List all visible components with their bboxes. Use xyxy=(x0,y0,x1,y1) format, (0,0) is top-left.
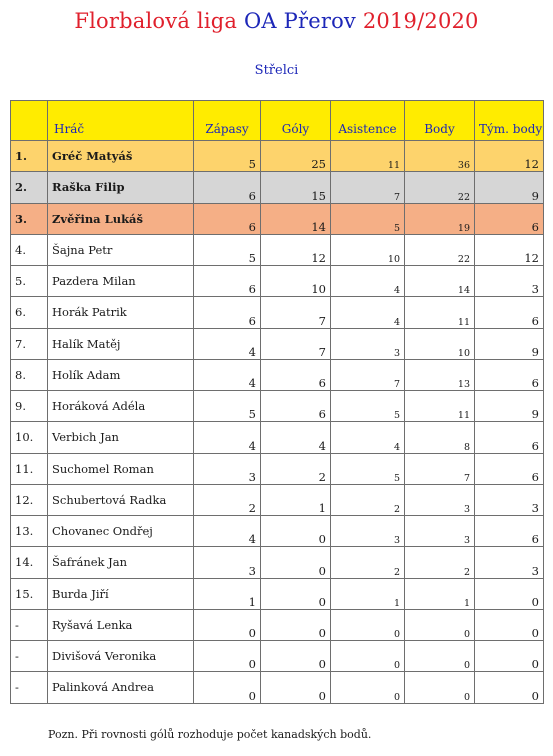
row-assists: 11 xyxy=(331,141,405,172)
row-matches: 5 xyxy=(194,141,261,172)
row-points: 3 xyxy=(405,484,475,515)
row-team-points: 6 xyxy=(475,297,544,328)
row-matches: 5 xyxy=(194,234,261,265)
table-row xyxy=(11,453,544,484)
row-rank: 8. xyxy=(11,359,48,390)
title-season: 2019/2020 xyxy=(355,9,479,33)
row-assists: 5 xyxy=(331,203,405,234)
row-matches: 5 xyxy=(194,391,261,422)
row-matches: 4 xyxy=(194,359,261,390)
row-assists: 1 xyxy=(331,578,405,609)
row-assists: 2 xyxy=(331,547,405,578)
row-rank: 13. xyxy=(11,516,48,547)
row-matches: 0 xyxy=(194,672,261,703)
row-player: Horák Patrik xyxy=(48,297,194,328)
row-rank: 10. xyxy=(11,422,48,453)
row-player: Burda Jiří xyxy=(48,578,194,609)
row-rank: 11. xyxy=(11,453,48,484)
row-goals: 6 xyxy=(261,391,331,422)
row-points: 7 xyxy=(405,453,475,484)
row-team-points: 6 xyxy=(475,359,544,390)
header-assists: Asistence xyxy=(331,101,405,141)
table-row xyxy=(11,234,544,265)
row-matches: 6 xyxy=(194,266,261,297)
row-matches: 4 xyxy=(194,422,261,453)
row-assists: 0 xyxy=(331,641,405,672)
row-points: 11 xyxy=(405,391,475,422)
table-row xyxy=(11,297,544,328)
table-header-row xyxy=(11,101,544,141)
row-rank: - xyxy=(11,641,48,672)
row-assists: 10 xyxy=(331,234,405,265)
row-player: Holík Adam xyxy=(48,359,194,390)
row-player: Horáková Adéla xyxy=(48,391,194,422)
row-goals: 0 xyxy=(261,578,331,609)
row-goals: 14 xyxy=(261,203,331,234)
row-matches: 1 xyxy=(194,578,261,609)
row-points: 19 xyxy=(405,203,475,234)
row-goals: 10 xyxy=(261,266,331,297)
row-rank: 7. xyxy=(11,328,48,359)
row-goals: 4 xyxy=(261,422,331,453)
row-rank: - xyxy=(11,609,48,640)
row-goals: 0 xyxy=(261,609,331,640)
header-points: Body xyxy=(405,101,475,141)
table-row xyxy=(11,328,544,359)
row-assists: 0 xyxy=(331,609,405,640)
row-matches: 0 xyxy=(194,641,261,672)
table-row xyxy=(11,359,544,390)
row-player: Ryšavá Lenka xyxy=(48,609,194,640)
row-team-points: 3 xyxy=(475,266,544,297)
row-team-points: 6 xyxy=(475,453,544,484)
row-points: 0 xyxy=(405,672,475,703)
row-team-points: 0 xyxy=(475,609,544,640)
row-points: 2 xyxy=(405,547,475,578)
table-row xyxy=(11,672,544,703)
row-matches: 6 xyxy=(194,203,261,234)
row-rank: 12. xyxy=(11,484,48,515)
scorers-table xyxy=(10,100,544,704)
row-player: Pazdera Milan xyxy=(48,266,194,297)
row-points: 22 xyxy=(405,234,475,265)
table-row xyxy=(11,391,544,422)
row-assists: 7 xyxy=(331,172,405,203)
row-assists: 4 xyxy=(331,297,405,328)
table-row xyxy=(11,578,544,609)
header-player: Hráč xyxy=(48,101,194,141)
row-assists: 3 xyxy=(331,516,405,547)
row-player: Schubertová Radka xyxy=(48,484,194,515)
row-rank: 9. xyxy=(11,391,48,422)
row-points: 22 xyxy=(405,172,475,203)
table-row xyxy=(11,172,544,203)
row-player: Verbich Jan xyxy=(48,422,194,453)
row-team-points: 6 xyxy=(475,516,544,547)
table-row xyxy=(11,422,544,453)
row-rank: 15. xyxy=(11,578,48,609)
row-matches: 4 xyxy=(194,328,261,359)
row-points: 0 xyxy=(405,609,475,640)
row-assists: 4 xyxy=(331,266,405,297)
row-rank: 3. xyxy=(11,203,48,234)
table-row xyxy=(11,516,544,547)
row-rank: 4. xyxy=(11,234,48,265)
row-assists: 4 xyxy=(331,422,405,453)
row-matches: 3 xyxy=(194,453,261,484)
row-goals: 7 xyxy=(261,328,331,359)
row-matches: 6 xyxy=(194,172,261,203)
row-team-points: 6 xyxy=(475,203,544,234)
row-player: Gréč Matyáš xyxy=(48,141,194,172)
row-assists: 2 xyxy=(331,484,405,515)
row-rank: 6. xyxy=(11,297,48,328)
row-points: 11 xyxy=(405,297,475,328)
table-row xyxy=(11,141,544,172)
row-team-points: 0 xyxy=(475,641,544,672)
row-matches: 2 xyxy=(194,484,261,515)
row-player: Halík Matěj xyxy=(48,328,194,359)
footnote: Pozn. Při rovnosti gólů rozhoduje počet kanadských bodů. xyxy=(48,728,372,741)
row-team-points: 0 xyxy=(475,672,544,703)
row-assists: 3 xyxy=(331,328,405,359)
row-player: Šajna Petr xyxy=(48,234,194,265)
row-player: Palinková Andrea xyxy=(48,672,194,703)
row-points: 8 xyxy=(405,422,475,453)
row-matches: 3 xyxy=(194,547,261,578)
row-team-points: 0 xyxy=(475,578,544,609)
row-player: Chovanec Ondřej xyxy=(48,516,194,547)
row-goals: 15 xyxy=(261,172,331,203)
row-goals: 2 xyxy=(261,453,331,484)
row-assists: 0 xyxy=(331,672,405,703)
row-points: 10 xyxy=(405,328,475,359)
row-team-points: 12 xyxy=(475,141,544,172)
row-team-points: 6 xyxy=(475,422,544,453)
header-goals: Góly xyxy=(261,101,331,141)
header-team-points: Tým. body xyxy=(475,101,544,141)
row-points: 1 xyxy=(405,578,475,609)
row-player: Raška Filip xyxy=(48,172,194,203)
row-points: 14 xyxy=(405,266,475,297)
title-school: OA Přerov xyxy=(243,9,356,33)
table-row xyxy=(11,547,544,578)
row-matches: 4 xyxy=(194,516,261,547)
title-league: Florbalová liga xyxy=(74,9,244,33)
page-title xyxy=(0,9,553,33)
row-rank: 1. xyxy=(11,141,48,172)
row-rank: - xyxy=(11,672,48,703)
row-player: Suchomel Roman xyxy=(48,453,194,484)
row-points: 3 xyxy=(405,516,475,547)
row-rank: 14. xyxy=(11,547,48,578)
page-subtitle: Střelci xyxy=(254,63,299,78)
row-team-points: 3 xyxy=(475,484,544,515)
row-goals: 7 xyxy=(261,297,331,328)
table-row xyxy=(11,609,544,640)
row-team-points: 9 xyxy=(475,328,544,359)
row-team-points: 12 xyxy=(475,234,544,265)
row-team-points: 9 xyxy=(475,391,544,422)
row-goals: 0 xyxy=(261,672,331,703)
row-points: 0 xyxy=(405,641,475,672)
table-row xyxy=(11,641,544,672)
row-goals: 0 xyxy=(261,516,331,547)
row-points: 13 xyxy=(405,359,475,390)
row-goals: 0 xyxy=(261,547,331,578)
row-player: Zvěřina Lukáš xyxy=(48,203,194,234)
row-goals: 0 xyxy=(261,641,331,672)
row-goals: 12 xyxy=(261,234,331,265)
row-team-points: 3 xyxy=(475,547,544,578)
row-matches: 6 xyxy=(194,297,261,328)
row-rank: 2. xyxy=(11,172,48,203)
row-points: 36 xyxy=(405,141,475,172)
row-goals: 1 xyxy=(261,484,331,515)
row-player: Divišová Veronika xyxy=(48,641,194,672)
row-assists: 5 xyxy=(331,391,405,422)
header-rank xyxy=(11,101,48,141)
table-row xyxy=(11,484,544,515)
row-player: Šafránek Jan xyxy=(48,547,194,578)
row-matches: 0 xyxy=(194,609,261,640)
row-team-points: 9 xyxy=(475,172,544,203)
table-row xyxy=(11,203,544,234)
header-matches: Zápasy xyxy=(194,101,261,141)
row-assists: 5 xyxy=(331,453,405,484)
table-body xyxy=(11,141,544,704)
row-assists: 7 xyxy=(331,359,405,390)
row-goals: 25 xyxy=(261,141,331,172)
row-goals: 6 xyxy=(261,359,331,390)
table-row xyxy=(11,266,544,297)
row-rank: 5. xyxy=(11,266,48,297)
